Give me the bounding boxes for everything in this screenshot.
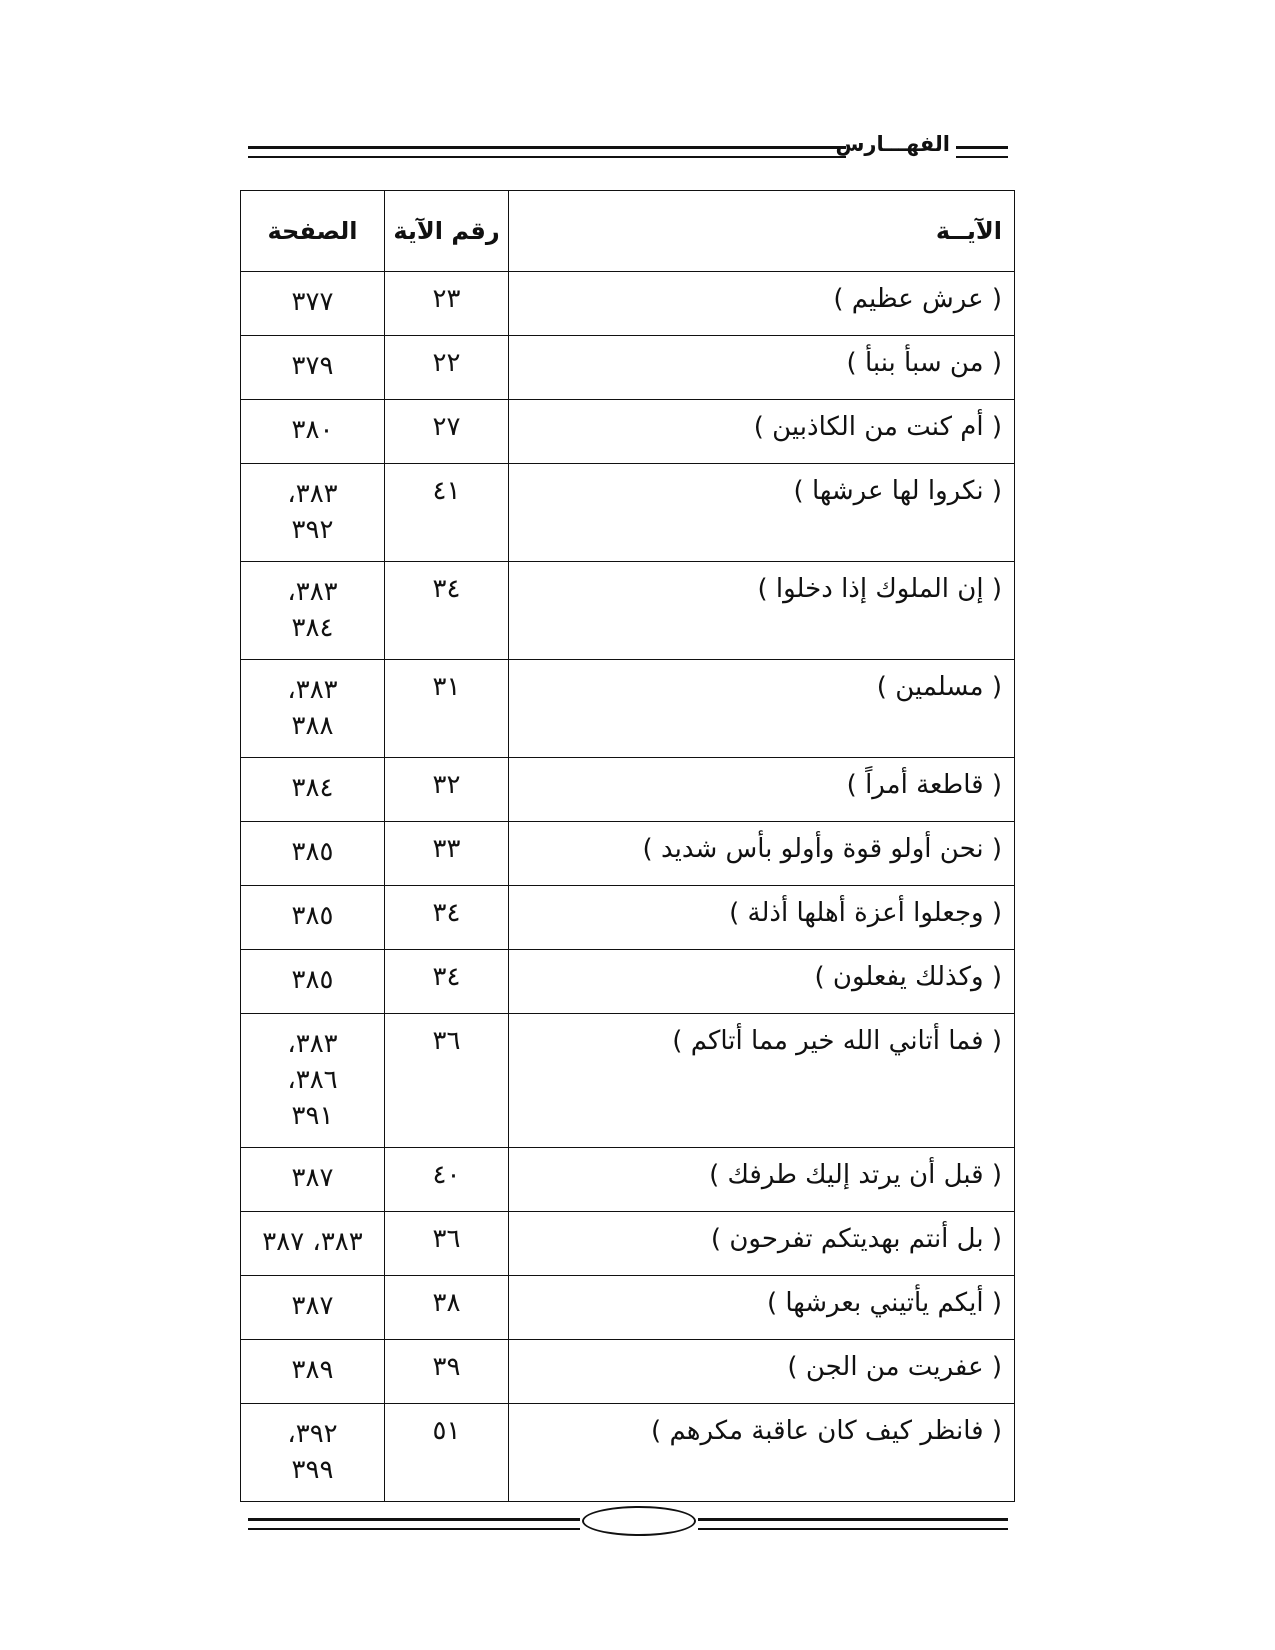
verse-number-cell: ٣٦ bbox=[385, 1212, 509, 1276]
page-cell bbox=[241, 1014, 385, 1148]
page-cell bbox=[241, 336, 385, 400]
page-number: ٣٨٥ bbox=[291, 965, 334, 995]
verse-cell: ( إن الملوك إذا دخلوا ) bbox=[509, 562, 1015, 660]
verse-number-cell: ٣٤ bbox=[385, 950, 509, 1014]
table-row bbox=[241, 1014, 1015, 1148]
table-row bbox=[241, 950, 1015, 1014]
verse-cell: ( بل أنتم بهديتكم تفرحون ) bbox=[509, 1212, 1015, 1276]
page-number: ٣٨٦، bbox=[287, 1065, 338, 1095]
page-number: ٣٨٣، bbox=[287, 479, 338, 509]
table-row bbox=[241, 886, 1015, 950]
verse-index-table-container bbox=[240, 190, 1014, 1502]
page-number: ٣٩٩ bbox=[291, 1455, 334, 1485]
page-cell bbox=[241, 822, 385, 886]
page-number: ٣٨٨ bbox=[291, 711, 334, 741]
table-row bbox=[241, 1276, 1015, 1340]
verse-number-cell: ٤١ bbox=[385, 464, 509, 562]
verse-cell: ( قبل أن يرتد إليك طرفك ) bbox=[509, 1148, 1015, 1212]
footer-rule-left bbox=[248, 1518, 580, 1530]
verse-number-cell: ٤٠ bbox=[385, 1148, 509, 1212]
table-row bbox=[241, 758, 1015, 822]
verse-number-cell: ٢٣ bbox=[385, 272, 509, 336]
header-page: الصفحة bbox=[241, 191, 385, 272]
page-cell bbox=[241, 464, 385, 562]
header-long-rule bbox=[248, 146, 846, 158]
table-row bbox=[241, 822, 1015, 886]
page-number: ٣٨٧ bbox=[291, 1163, 334, 1193]
header-verse-number: رقم الآية bbox=[385, 191, 509, 272]
table-header-row bbox=[241, 191, 1015, 272]
verse-cell: ( عفريت من الجن ) bbox=[509, 1340, 1015, 1404]
verse-index-table bbox=[240, 190, 1015, 1502]
page-number: ٣٨٤ bbox=[291, 613, 334, 643]
verse-cell: ( مسلمين ) bbox=[509, 660, 1015, 758]
table-row bbox=[241, 272, 1015, 336]
header-verse: الآيــة bbox=[509, 191, 1015, 272]
page-number: ٣٧٧ bbox=[291, 287, 334, 317]
page-number: ٣٨٠ bbox=[291, 415, 334, 445]
verse-cell: ( وكذلك يفعلون ) bbox=[509, 950, 1015, 1014]
table-row bbox=[241, 1340, 1015, 1404]
page-footer bbox=[248, 1504, 1008, 1540]
page-cell bbox=[241, 400, 385, 464]
verse-cell: ( من سبأ بنبأ ) bbox=[509, 336, 1015, 400]
verse-cell: ( فما أتاني الله خير مما أتاكم ) bbox=[509, 1014, 1015, 1148]
page-number: ٣٨٤ bbox=[291, 773, 334, 803]
footer-rule-right bbox=[698, 1518, 1008, 1530]
page-number: ٣٨٧ bbox=[291, 1291, 334, 1321]
page-cell bbox=[241, 562, 385, 660]
table-row bbox=[241, 400, 1015, 464]
table-row bbox=[241, 660, 1015, 758]
verse-cell: ( قاطعة أمراً ) bbox=[509, 758, 1015, 822]
verse-cell: ( أم كنت من الكاذبين ) bbox=[509, 400, 1015, 464]
verse-cell: ( أيكم يأتيني بعرشها ) bbox=[509, 1276, 1015, 1340]
page-cell bbox=[241, 1340, 385, 1404]
verse-cell: ( فانظر كيف كان عاقبة مكرهم ) bbox=[509, 1404, 1015, 1502]
page-number: ٣٨٩ bbox=[291, 1355, 334, 1385]
verse-cell: ( نحن أولو قوة وأولو بأس شديد ) bbox=[509, 822, 1015, 886]
verse-number-cell: ٣٦ bbox=[385, 1014, 509, 1148]
page-number: ٣٨٥ bbox=[291, 901, 334, 931]
header-short-rule bbox=[956, 146, 1008, 158]
page-header bbox=[248, 128, 1008, 168]
verse-number-cell: ٣٤ bbox=[385, 886, 509, 950]
verse-number-cell: ٢٢ bbox=[385, 336, 509, 400]
table-row bbox=[241, 562, 1015, 660]
verse-number-cell: ٣٩ bbox=[385, 1340, 509, 1404]
page-number: ٣٨٥ bbox=[291, 837, 334, 867]
page-cell bbox=[241, 758, 385, 822]
table-row bbox=[241, 464, 1015, 562]
verse-number-cell: ٣٢ bbox=[385, 758, 509, 822]
page-cell bbox=[241, 1212, 385, 1276]
page-cell bbox=[241, 886, 385, 950]
verse-cell: ( نكروا لها عرشها ) bbox=[509, 464, 1015, 562]
page-cell bbox=[241, 950, 385, 1014]
table-row bbox=[241, 1404, 1015, 1502]
page-number: ٣٨٣، bbox=[287, 675, 338, 705]
verse-number-cell: ٣٣ bbox=[385, 822, 509, 886]
table-row bbox=[241, 336, 1015, 400]
page-number: ٣٩٢ bbox=[291, 515, 334, 545]
verse-cell: ( وجعلوا أعزة أهلها أذلة ) bbox=[509, 886, 1015, 950]
verse-number-cell: ٣١ bbox=[385, 660, 509, 758]
verse-number-cell: ٥١ bbox=[385, 1404, 509, 1502]
verse-cell: ( عرش عظيم ) bbox=[509, 272, 1015, 336]
verse-number-cell: ٢٧ bbox=[385, 400, 509, 464]
page-number-oval bbox=[582, 1506, 696, 1536]
table-row bbox=[241, 1212, 1015, 1276]
page-number: ٣٨٣، bbox=[287, 1029, 338, 1059]
page-cell bbox=[241, 660, 385, 758]
page-cell bbox=[241, 1148, 385, 1212]
header-title: الفهـــارس bbox=[835, 132, 950, 156]
page-number: ٣٩٢، bbox=[287, 1419, 338, 1449]
page-cell bbox=[241, 1276, 385, 1340]
page-number: ٣٨٣، bbox=[287, 577, 338, 607]
page-number: ٣٨٣، ٣٨٧ bbox=[262, 1227, 363, 1257]
page-number: ٣٩١ bbox=[291, 1101, 334, 1131]
page-number: ٣٧٩ bbox=[291, 351, 334, 381]
page-cell bbox=[241, 1404, 385, 1502]
verse-number-cell: ٣٤ bbox=[385, 562, 509, 660]
verse-number-cell: ٣٨ bbox=[385, 1276, 509, 1340]
table-body bbox=[241, 272, 1015, 1502]
page-cell bbox=[241, 272, 385, 336]
table-row bbox=[241, 1148, 1015, 1212]
